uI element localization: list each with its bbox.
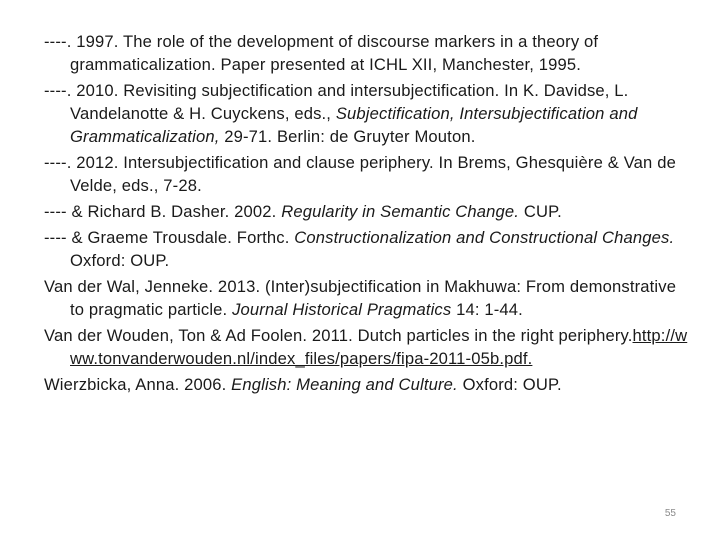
reference-text: ----. 2010. Revisiting subjectification and intersubjectification. In K. Davidse, L. Vandelanotte & H. Cuyckens, eds.,: [44, 81, 629, 124]
reference-text: Van der Wal, Jenneke. 2013. (Inter)subjectification in Makhuwa: From demonstrative to pragmatic particle.: [44, 277, 677, 320]
reference-title: Subjectification, Intersubjectification and Grammaticalization,: [70, 104, 638, 147]
reference-text: Oxford: OUP.: [457, 375, 562, 394]
reference-entry: [44, 226, 688, 272]
reference-entry: [44, 79, 688, 149]
reference-title: Journal Historical Pragmatics: [232, 300, 452, 320]
reference-text: ----. 2012. Intersubjectification and clause periphery. In Brems, Ghesquière & Van de Velde, eds., 7-28.: [44, 153, 676, 196]
reference-entry: [44, 275, 688, 321]
page-number: 55: [664, 508, 676, 519]
reference-entry: [44, 30, 688, 76]
reference-text: Van der Wouden, Ton & Ad Foolen. 2011. Dutch particles in the right periphery.: [44, 326, 633, 345]
reference-title: English: Meaning and Culture.: [231, 375, 458, 394]
reference-text: ----. 1997. The role of the development of discourse markers in a theory of grammaticalization. Paper presented at ICHL XII, Manchester, 1995.: [44, 32, 599, 75]
reference-text: Oxford: OUP.: [70, 251, 170, 271]
reference-text: Wierzbicka, Anna. 2006.: [44, 375, 232, 394]
reference-entry: [44, 324, 688, 370]
reference-url-link[interactable]: http://www.tonvanderwouden.nl/index_files/papers/fipa-2011-05b.pdf.: [70, 326, 688, 369]
reference-text: ---- & Graeme Trousdale. Forthc.: [44, 228, 295, 247]
reference-text: CUP.: [519, 202, 562, 222]
reference-entry: [44, 151, 688, 197]
reference-entry: [44, 373, 688, 396]
reference-text: ---- & Richard B. Dasher. 2002.: [44, 202, 282, 222]
reference-title: Regularity in Semantic Change.: [281, 202, 520, 222]
reference-list: [44, 30, 688, 399]
reference-title: Constructionalization and Constructional Changes.: [294, 228, 675, 247]
reference-text: 29-71. Berlin: de Gruyter Mouton.: [219, 127, 476, 147]
reference-entry: [44, 200, 688, 223]
reference-text: 14: 1-44.: [451, 300, 523, 320]
